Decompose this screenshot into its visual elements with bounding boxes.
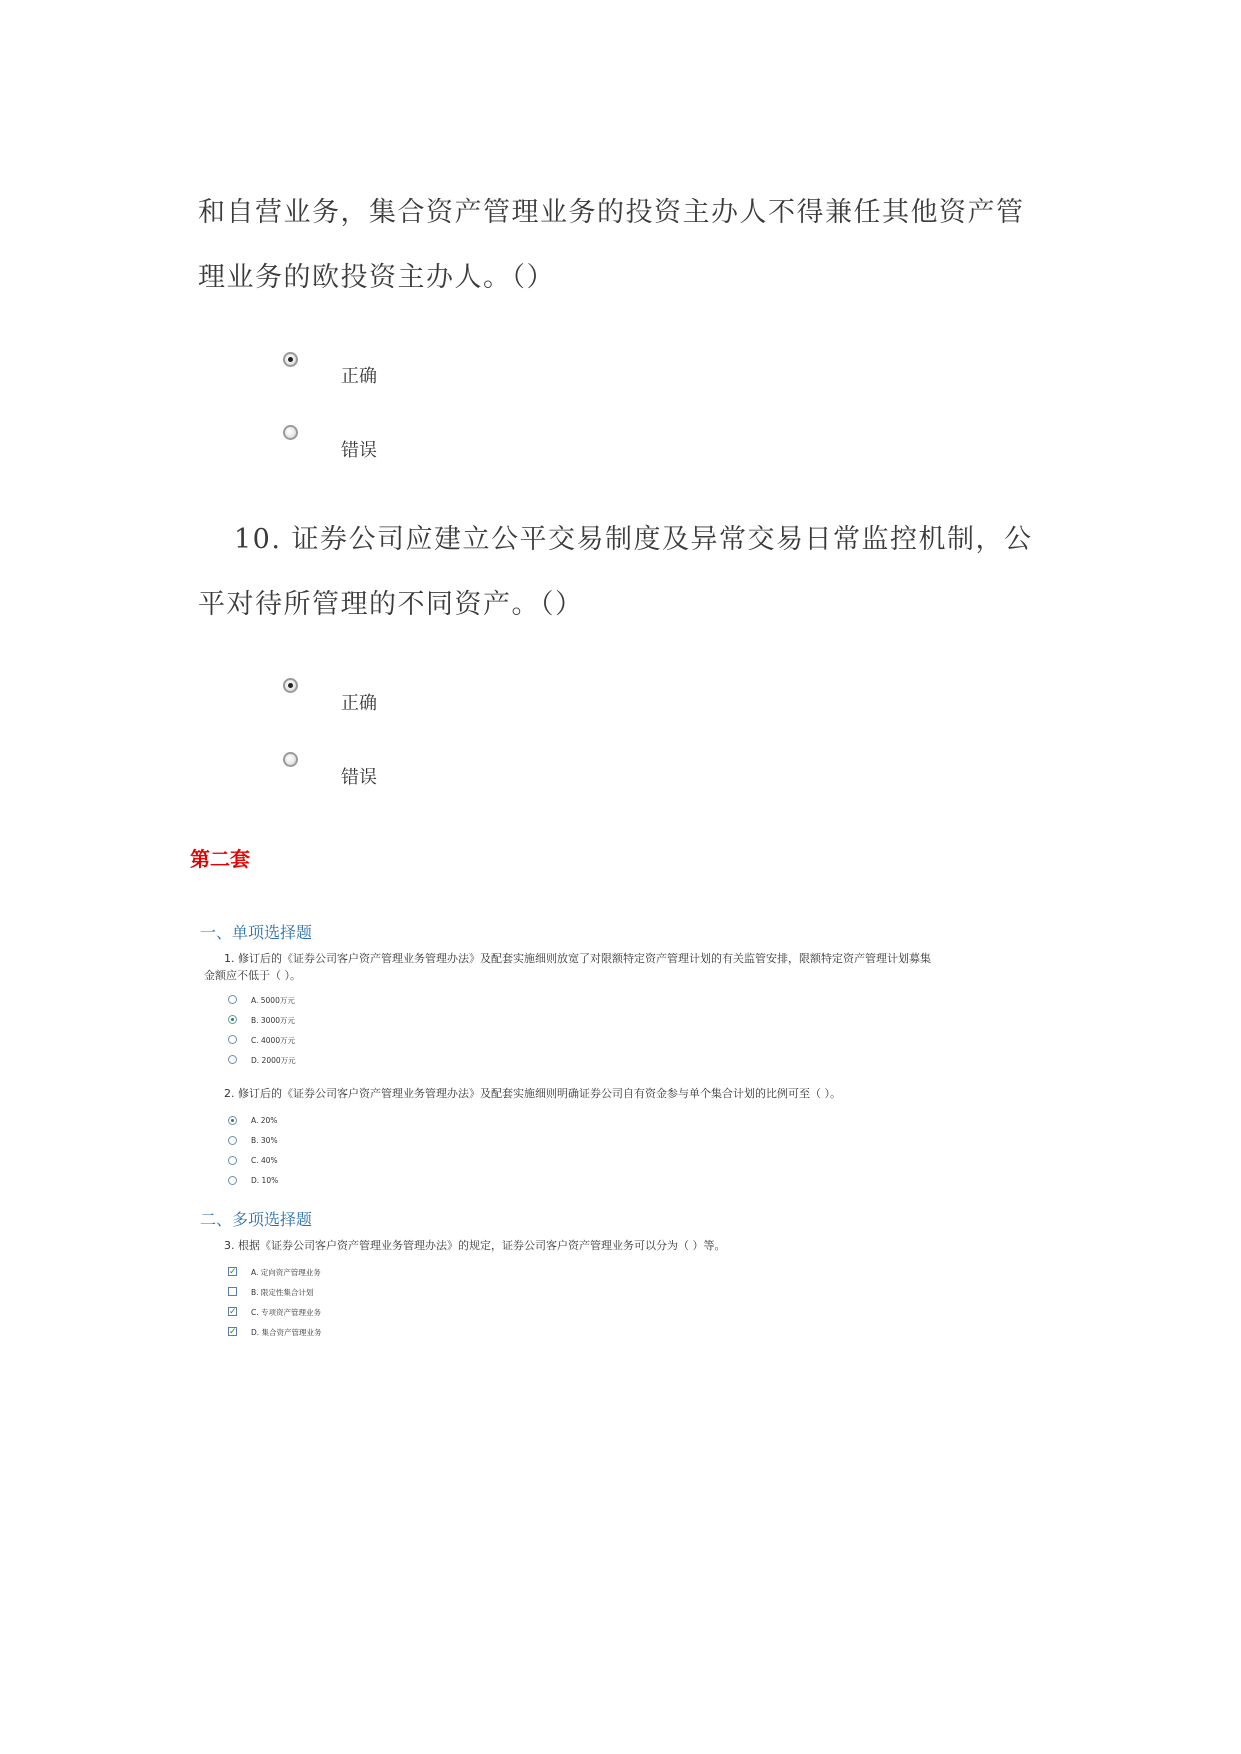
q2-option-c-label: C. 40% (251, 1156, 278, 1165)
q1-option-d-radio[interactable] (228, 1055, 237, 1064)
q3-option-c-checkbox[interactable]: ✓ (229, 1307, 237, 1317)
q3-option-b-checkbox[interactable] (228, 1287, 237, 1296)
q1-option-b-label: B. 3000万元 (251, 1016, 296, 1025)
q10-false-radio[interactable] (283, 752, 298, 767)
q1-option-d-label: D. 2000万元 (251, 1056, 296, 1065)
q2-option-a-label: A. 20% (251, 1116, 278, 1125)
q2-option-a-radio[interactable] (228, 1116, 237, 1125)
q10-false-label: 错误 (341, 767, 377, 788)
q1-option-c-label: C. 4000万元 (251, 1036, 296, 1045)
q2-option-b-label: B. 30% (251, 1136, 278, 1145)
q1-option-a-radio[interactable] (228, 995, 237, 1004)
q2-option-d-label: D. 10% (251, 1176, 279, 1185)
q9-true-radio[interactable] (283, 352, 298, 367)
q9-text-line2: 理业务的欧投资主办人。（） (198, 262, 555, 293)
q10-text-line1: 10. 证券公司应建立公平交易制度及异常交易日常监控机制，公 (234, 524, 1033, 555)
single-choice-section-title: 一、单项选择题 (200, 923, 313, 942)
q3-option-d-checkbox[interactable]: ✓ (229, 1327, 237, 1337)
q9-false-label: 错误 (341, 440, 377, 461)
q3-text: 3. 根据《证券公司客户资产管理业务管理办法》的规定，证券公司客户资产管理业务可以分为（ ）等。 (224, 1239, 726, 1252)
q10-true-radio[interactable] (283, 678, 298, 693)
q1-option-a-label: A. 5000万元 (251, 996, 295, 1005)
q3-option-d-label: D. 集合资产管理业务 (251, 1328, 322, 1337)
q3-option-b-label: B. 限定性集合计划 (251, 1288, 314, 1297)
q10-true-label: 正确 (341, 693, 377, 714)
set2-title: 第二套 (190, 847, 250, 871)
q2-option-d-radio[interactable] (228, 1176, 237, 1185)
q10-text-line2: 平对待所管理的不同资产。（） (198, 589, 584, 620)
q3-option-a-checkbox[interactable]: ✓ (229, 1267, 237, 1277)
q9-false-radio[interactable] (283, 425, 298, 440)
q1-option-b-radio[interactable] (228, 1015, 237, 1024)
q2-option-c-radio[interactable] (228, 1156, 237, 1165)
q1-option-c-radio[interactable] (228, 1035, 237, 1044)
q2-text: 2. 修订后的《证券公司客户资产管理业务管理办法》及配套实施细则明确证券公司自有资金参与单个集合计划的比例可至（ ）。 (224, 1087, 841, 1100)
q1-text-line2: 金额应不低于（ ）。 (204, 969, 301, 982)
q3-option-c-label: C. 专项资产管理业务 (251, 1308, 322, 1317)
q1-text-line1: 1. 修订后的《证券公司客户资产管理业务管理办法》及配套实施细则放宽了对限额特定资产管理计划的有关监管安排，限额特定资产管理计划募集 (224, 952, 931, 965)
q9-true-label: 正确 (341, 366, 377, 387)
q2-option-b-radio[interactable] (228, 1136, 237, 1145)
multi-choice-section-title: 二、多项选择题 (200, 1210, 313, 1229)
q9-text-line1: 和自营业务，集合资产管理业务的投资主办人不得兼任其他资产管 (198, 197, 1025, 228)
q3-option-a-label: A. 定向资产管理业务 (251, 1268, 321, 1277)
